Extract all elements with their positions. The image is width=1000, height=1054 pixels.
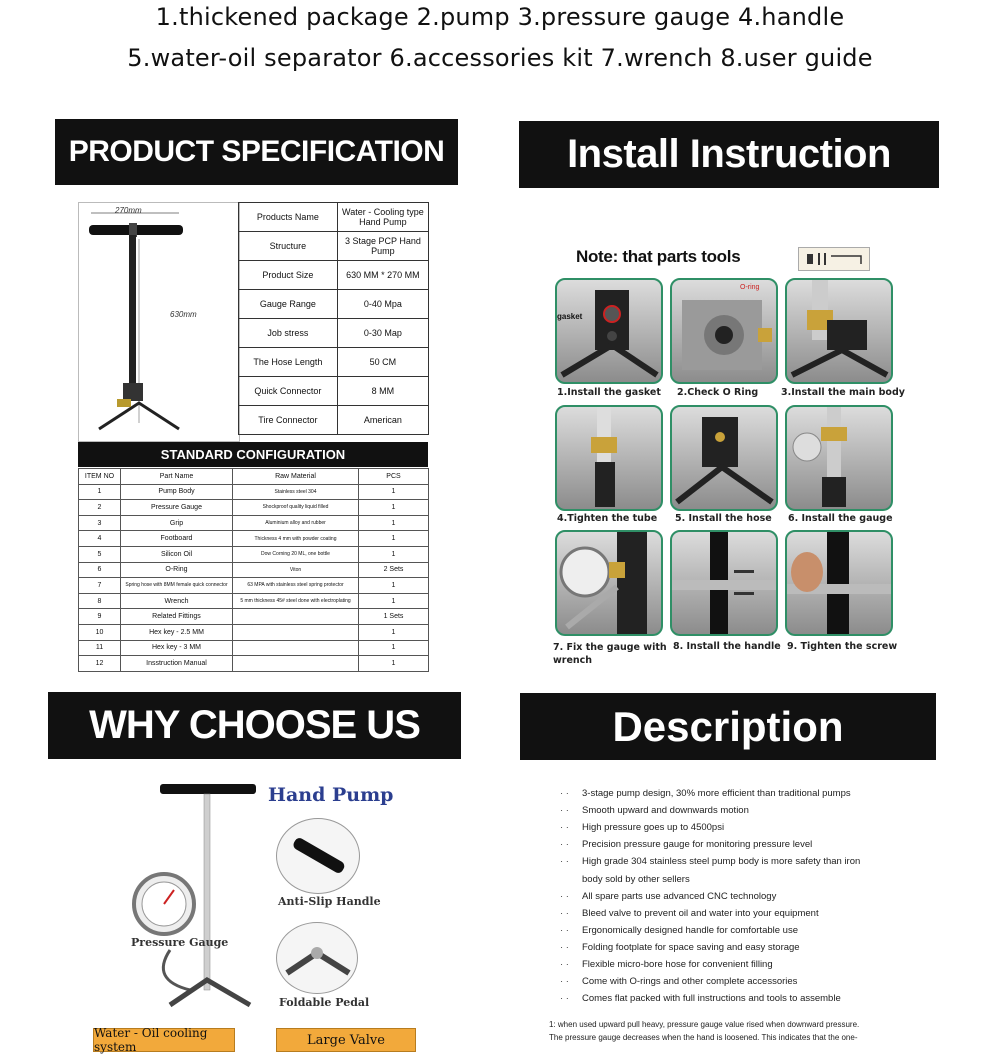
step-5-caption: 5. Install the hose bbox=[675, 513, 772, 524]
spec-label: Quick Connector bbox=[239, 377, 338, 406]
description-item bbox=[560, 908, 819, 919]
bullet-icon: · · bbox=[560, 924, 569, 936]
config-cell: Shockproof quality liquid filled bbox=[233, 500, 359, 516]
spec-row bbox=[239, 406, 429, 435]
config-cell: 1 bbox=[359, 546, 429, 562]
description-item bbox=[560, 822, 724, 833]
install-banner: Install Instruction bbox=[519, 121, 939, 188]
description-text: High pressure goes up to 4500psi bbox=[582, 822, 725, 834]
bullet-icon: · · bbox=[560, 890, 569, 902]
config-cell: 11 bbox=[79, 640, 121, 656]
step-4-caption: 4.Tighten the tube bbox=[557, 513, 658, 524]
config-cell bbox=[233, 609, 359, 625]
config-row bbox=[79, 593, 429, 609]
spec-value: 50 CM bbox=[337, 348, 428, 377]
description-item bbox=[560, 805, 749, 816]
config-cell: 1 bbox=[359, 484, 429, 500]
spec-value: Water - Cooling type Hand Pump bbox=[337, 203, 428, 232]
description-banner: Description bbox=[520, 693, 936, 760]
install-note: Note: that parts tools bbox=[576, 247, 741, 266]
config-cell: Aluminium alloy and rubber bbox=[233, 515, 359, 531]
config-cell: Spring hose with 8MM female quick connector bbox=[121, 578, 233, 594]
description-item bbox=[560, 942, 800, 953]
description-text: Flexible micro-bore hose for convenient filling bbox=[582, 959, 773, 970]
config-cell: Silicon Oil bbox=[121, 546, 233, 562]
config-cell: Wrench bbox=[121, 593, 233, 609]
anti-slip-label: Anti-Slip Handle bbox=[278, 895, 381, 908]
config-cell: Stainless steel 304 bbox=[233, 484, 359, 500]
config-banner: STANDARD CONFIGURATION bbox=[78, 442, 428, 467]
config-cell: 6 bbox=[79, 562, 121, 578]
step-1-photo bbox=[555, 278, 663, 384]
config-cell: Related Fittings bbox=[121, 609, 233, 625]
config-cell: 5 bbox=[79, 546, 121, 562]
spec-row bbox=[239, 377, 429, 406]
config-cell: 5 mm thickness 45# steel done with electroplating bbox=[233, 593, 359, 609]
spec-row bbox=[239, 348, 429, 377]
config-cell: O-Ring bbox=[121, 562, 233, 578]
description-text: Precision pressure gauge for monitoring pressure level bbox=[582, 839, 813, 851]
config-header: Part Name bbox=[121, 469, 233, 485]
description-item bbox=[560, 874, 690, 885]
description-item bbox=[560, 959, 773, 970]
footnote-1: 1: when used upward pull heavy, pressure gauge value rised when downward pressure. bbox=[549, 1020, 860, 1029]
spec-row bbox=[239, 203, 429, 232]
bullet-icon: · · bbox=[560, 805, 569, 817]
config-cell: Pressure Gauge bbox=[121, 500, 233, 516]
config-cell: 1 bbox=[359, 624, 429, 640]
bullet-icon: · · bbox=[560, 822, 569, 834]
bullet-icon: · · bbox=[560, 959, 569, 970]
why-pump-image bbox=[110, 780, 270, 1020]
config-cell: Viton bbox=[233, 562, 359, 578]
oring-label: O-ring bbox=[740, 284, 760, 291]
config-cell: 1 bbox=[359, 500, 429, 516]
config-cell: Grip bbox=[121, 515, 233, 531]
spec-value: 630 MM * 270 MM bbox=[337, 261, 428, 290]
bullet-icon: · · bbox=[560, 993, 569, 1005]
config-cell: 63 MPA with stainless steel spring protector bbox=[233, 578, 359, 594]
config-row bbox=[79, 531, 429, 547]
step-9-caption: 9. Tighten the screw bbox=[787, 641, 898, 652]
description-text: body sold by other sellers bbox=[582, 873, 690, 885]
config-cell: 2 Sets bbox=[359, 562, 429, 578]
pressure-gauge-label: Pressure Gauge bbox=[131, 936, 229, 949]
bullet-icon: · · bbox=[560, 788, 569, 799]
config-cell: Dow Corning 20 ML, one bottle bbox=[233, 546, 359, 562]
anti-slip-image bbox=[276, 818, 360, 894]
spec-value: 0-40 Mpa bbox=[337, 290, 428, 319]
step-7-caption: 7. Fix the gauge with wrench bbox=[553, 642, 667, 666]
config-row bbox=[79, 500, 429, 516]
config-cell: 1 bbox=[359, 515, 429, 531]
step-2-caption: 2.Check O Ring bbox=[677, 387, 759, 398]
foldable-pedal-image bbox=[276, 922, 358, 994]
config-row bbox=[79, 515, 429, 531]
config-row bbox=[79, 624, 429, 640]
config-cell: Footboard bbox=[121, 531, 233, 547]
description-text: Bleed valve to prevent oil and water into your equipment bbox=[582, 907, 819, 919]
config-cell: 4 bbox=[79, 531, 121, 547]
config-row bbox=[79, 578, 429, 594]
hex-key-icon bbox=[799, 248, 869, 270]
description-text: 3-stage pump design, 30% more efficient than traditional pumps bbox=[582, 788, 851, 799]
config-row bbox=[79, 546, 429, 562]
spec-label: Job stress bbox=[239, 319, 338, 348]
description-item bbox=[560, 839, 812, 850]
header-line-2: 5.water-oil separator 6.accessories kit 7.wrench 8.user guide bbox=[127, 44, 873, 72]
dim-width-label: 270mm bbox=[115, 206, 142, 215]
description-item bbox=[560, 976, 797, 987]
spec-value: 0-30 Map bbox=[337, 319, 428, 348]
config-cell: 1 Sets bbox=[359, 609, 429, 625]
step-8-caption: 8. Install the handle bbox=[673, 641, 781, 652]
step-6-caption: 6. Install the gauge bbox=[788, 513, 893, 524]
config-row bbox=[79, 656, 429, 672]
config-cell: 1 bbox=[359, 531, 429, 547]
spec-label: Gauge Range bbox=[239, 290, 338, 319]
bullet-icon: · · bbox=[560, 941, 569, 953]
step-7-photo bbox=[555, 530, 663, 636]
config-cell: 7 bbox=[79, 578, 121, 594]
step-4-photo bbox=[555, 405, 663, 511]
config-row bbox=[79, 562, 429, 578]
footnote-2: The pressure gauge decreases when the hand is loosened. This indicates that the one- bbox=[549, 1033, 858, 1042]
config-table bbox=[78, 468, 429, 672]
step-9-photo bbox=[785, 530, 893, 636]
config-cell: Insstruction Manual bbox=[121, 656, 233, 672]
spec-row bbox=[239, 261, 429, 290]
large-valve-tag: Large Valve bbox=[276, 1028, 416, 1052]
description-text: Smooth upward and downwards motion bbox=[582, 805, 749, 817]
config-cell: 1 bbox=[359, 578, 429, 594]
config-cell: Hex key - 3 MM bbox=[121, 640, 233, 656]
config-cell: 9 bbox=[79, 609, 121, 625]
dim-height-label: 630mm bbox=[170, 310, 197, 319]
step-1-caption: 1.Install the gasket bbox=[557, 387, 661, 398]
config-cell: Pump Body bbox=[121, 484, 233, 500]
gasket-label: gasket bbox=[557, 312, 583, 321]
config-cell: 1 bbox=[359, 640, 429, 656]
spec-label: Structure bbox=[239, 232, 338, 261]
tools-icon bbox=[798, 247, 870, 271]
config-cell: 1 bbox=[359, 656, 429, 672]
description-item bbox=[560, 788, 851, 799]
description-text: Come with O-rings and other complete accessories bbox=[582, 976, 798, 988]
spec-label: The Hose Length bbox=[239, 348, 338, 377]
step-6-photo bbox=[785, 405, 893, 511]
config-cell: 3 bbox=[79, 515, 121, 531]
spec-table bbox=[238, 202, 429, 435]
step-3-caption: 3.Install the main body bbox=[781, 387, 905, 398]
description-item bbox=[560, 891, 776, 902]
config-header: ITEM NO bbox=[79, 469, 121, 485]
config-cell bbox=[233, 624, 359, 640]
spec-row bbox=[239, 290, 429, 319]
step-3-photo bbox=[785, 278, 893, 384]
config-cell: 12 bbox=[79, 656, 121, 672]
spec-label: Product Size bbox=[239, 261, 338, 290]
description-text: All spare parts use advanced CNC technology bbox=[582, 890, 777, 902]
config-row bbox=[79, 640, 429, 656]
spec-label: Tire Connector bbox=[239, 406, 338, 435]
spec-value: 3 Stage PCP Hand Pump bbox=[337, 232, 428, 261]
bullet-icon: · · bbox=[560, 856, 569, 868]
spec-value: American bbox=[337, 406, 428, 435]
description-text: High grade 304 stainless steel pump body is more safety than iron bbox=[582, 856, 861, 868]
config-cell: Thickness 4 mm with powder coating bbox=[233, 531, 359, 547]
config-header: Raw Material bbox=[233, 469, 359, 485]
config-cell: 10 bbox=[79, 624, 121, 640]
config-header: PCS bbox=[359, 469, 429, 485]
step-5-photo bbox=[670, 405, 778, 511]
why-banner: WHY CHOOSE US bbox=[48, 692, 461, 759]
config-cell: Hex key - 2.5 MM bbox=[121, 624, 233, 640]
spec-row bbox=[239, 232, 429, 261]
config-row bbox=[79, 484, 429, 500]
water-oil-tag: Water - Oil cooling system bbox=[93, 1028, 235, 1052]
description-item bbox=[560, 993, 841, 1004]
description-text: Folding footplate for space saving and easy storage bbox=[582, 941, 800, 953]
description-item bbox=[560, 925, 798, 936]
bullet-icon: · · bbox=[560, 976, 569, 988]
description-text: Comes flat packed with full instructions and tools to assemble bbox=[582, 993, 841, 1005]
description-text: Ergonomically designed handle for comfortable use bbox=[582, 924, 798, 936]
spec-row bbox=[239, 319, 429, 348]
hand-pump-drawing bbox=[79, 203, 239, 441]
bullet-icon: · · bbox=[560, 907, 569, 919]
step-2-photo bbox=[670, 278, 778, 384]
config-cell: 2 bbox=[79, 500, 121, 516]
config-cell: 1 bbox=[359, 593, 429, 609]
config-cell: 8 bbox=[79, 593, 121, 609]
spec-value: 8 MM bbox=[337, 377, 428, 406]
spec-banner: PRODUCT SPECIFICATION bbox=[55, 119, 458, 185]
description-item bbox=[560, 856, 860, 867]
step-8-photo bbox=[670, 530, 778, 636]
header-line-1: 1.thickened package 2.pump 3.pressure gauge 4.handle bbox=[155, 3, 845, 31]
config-row bbox=[79, 609, 429, 625]
config-cell bbox=[233, 656, 359, 672]
spec-pump-image bbox=[78, 202, 240, 442]
foldable-pedal-label: Foldable Pedal bbox=[279, 996, 370, 1009]
spec-label: Products Name bbox=[239, 203, 338, 232]
hand-pump-title: Hand Pump bbox=[268, 784, 394, 806]
config-cell bbox=[233, 640, 359, 656]
bullet-icon: · · bbox=[560, 839, 569, 851]
config-cell: 1 bbox=[79, 484, 121, 500]
